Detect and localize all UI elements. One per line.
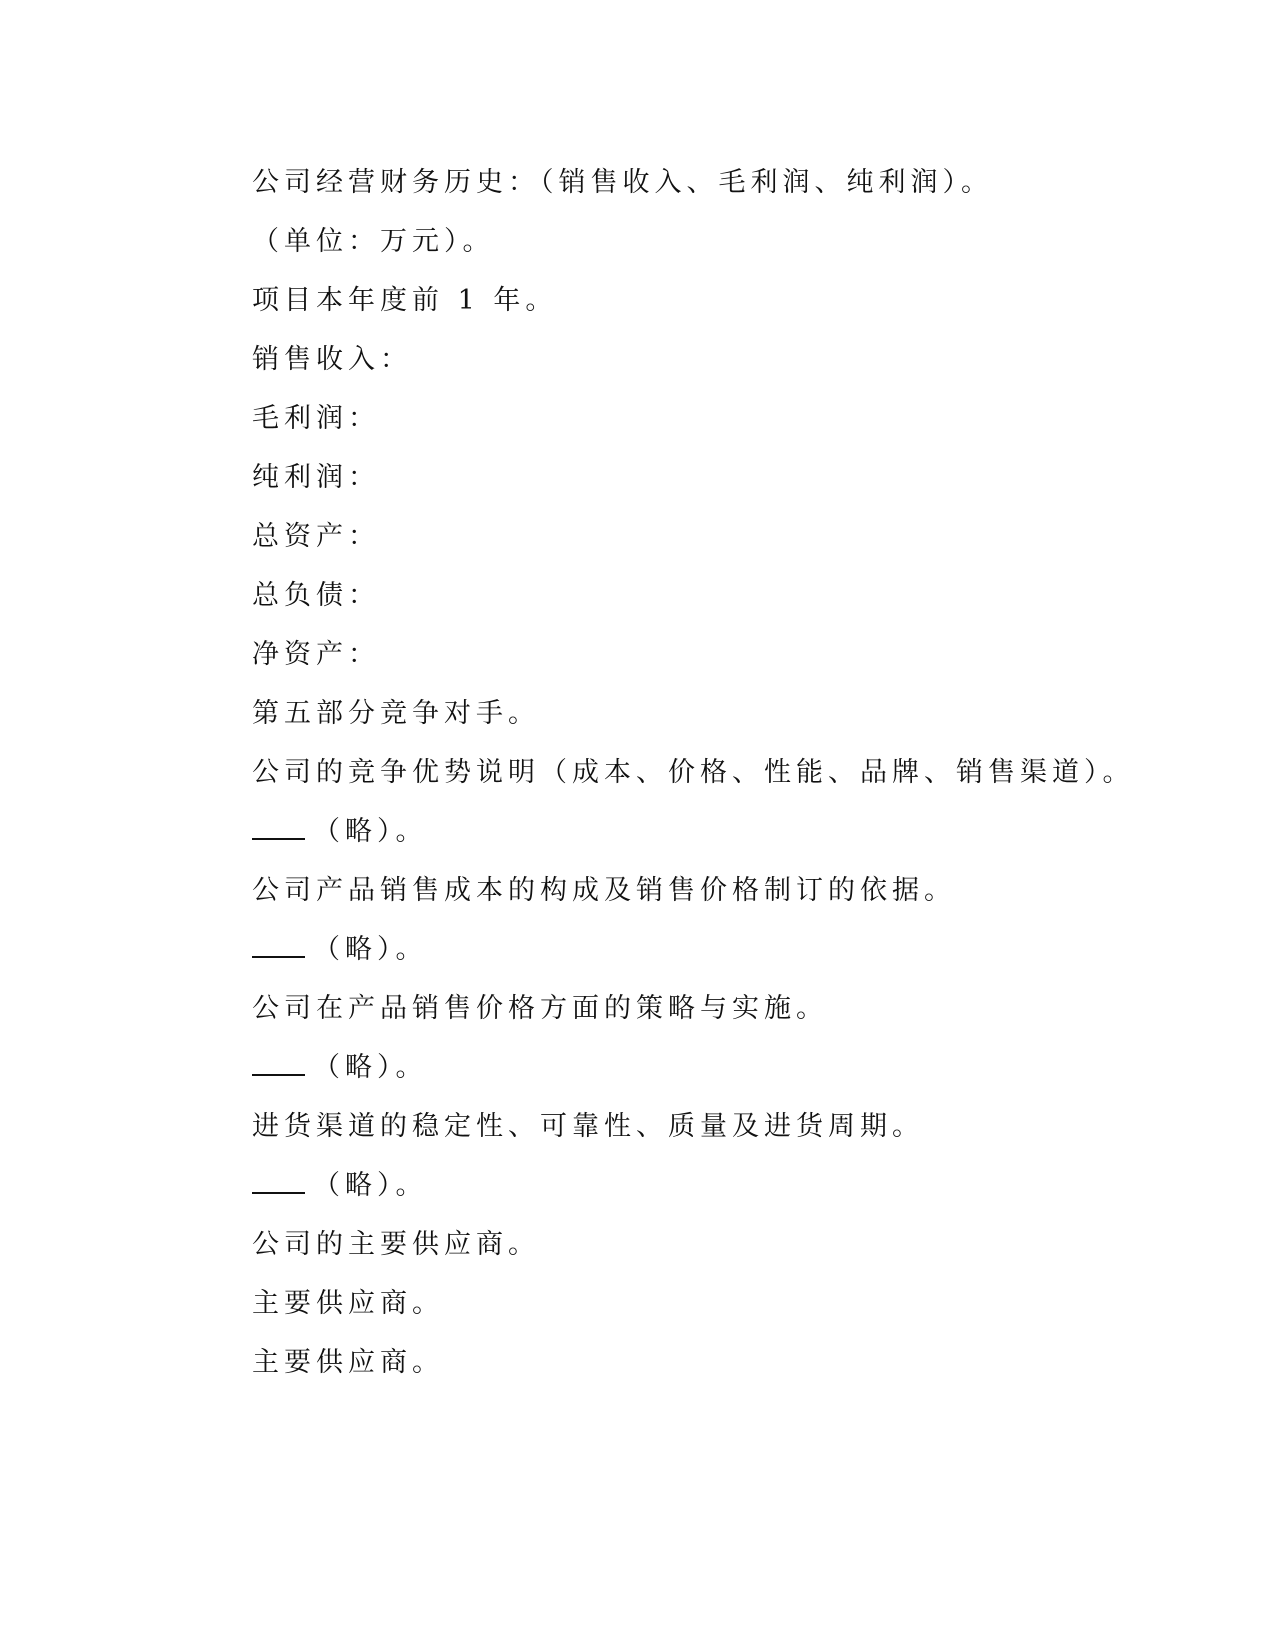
line-text: 进货渠道的稳定性、可靠性、质量及进货周期。 [252, 1111, 924, 1142]
fill-in-blank [252, 925, 305, 958]
line-net-assets [252, 630, 1152, 689]
line-pricing-strategy [252, 984, 1152, 1043]
line-financial-history [252, 158, 1152, 217]
line-text: 净资产： [252, 639, 380, 670]
line-text: 总资产： [252, 521, 380, 552]
line-cost-basis [252, 866, 1152, 925]
line-text: 毛利润： [252, 403, 380, 434]
line-text: 纯利润： [252, 462, 380, 493]
fill-in-blank [252, 807, 305, 840]
line-text: （略）。 [313, 934, 428, 965]
line-text: （单位：万元）。 [252, 226, 495, 257]
line-net-profit [252, 453, 1152, 512]
line-omitted [252, 807, 1152, 866]
line-text: （略）。 [313, 816, 428, 847]
line-text: 公司的主要供应商。 [252, 1229, 540, 1260]
line-sales-income [252, 335, 1152, 394]
line-text: 销售收入： [252, 344, 412, 375]
line-supplier [252, 1279, 1152, 1338]
line-supply-channel [252, 1102, 1152, 1161]
document-content [252, 158, 1152, 1397]
line-unit [252, 217, 1152, 276]
line-omitted [252, 1161, 1152, 1220]
line-text: 公司在产品销售价格方面的策略与实施。 [252, 993, 828, 1024]
line-text: 总负债： [252, 580, 380, 611]
fill-in-blank [252, 1161, 305, 1194]
line-supplier [252, 1338, 1152, 1397]
line-text: 主要供应商。 [252, 1347, 444, 1378]
line-text: （略）。 [313, 1170, 428, 1201]
line-competitive-advantage [252, 748, 1152, 807]
line-text: 公司经营财务历史：（销售收入、毛利润、纯利润）。 [252, 167, 993, 198]
fill-in-blank [252, 1043, 305, 1076]
line-text: 公司的竞争优势说明（成本、价格、性能、品牌、销售渠道）。 [252, 757, 1135, 788]
line-text: 第五部分竞争对手。 [252, 698, 540, 729]
line-text: 主要供应商。 [252, 1288, 444, 1319]
line-main-suppliers [252, 1220, 1152, 1279]
line-text: 项目本年度前 1 年。 [252, 285, 558, 316]
line-omitted [252, 925, 1152, 984]
section-heading-part-five [252, 689, 1152, 748]
line-total-liabilities [252, 571, 1152, 630]
line-total-assets [252, 512, 1152, 571]
line-year [252, 276, 1152, 335]
line-text: （略）。 [313, 1052, 428, 1083]
line-gross-profit [252, 394, 1152, 453]
line-omitted [252, 1043, 1152, 1102]
line-text: 公司产品销售成本的构成及销售价格制订的依据。 [252, 875, 956, 906]
